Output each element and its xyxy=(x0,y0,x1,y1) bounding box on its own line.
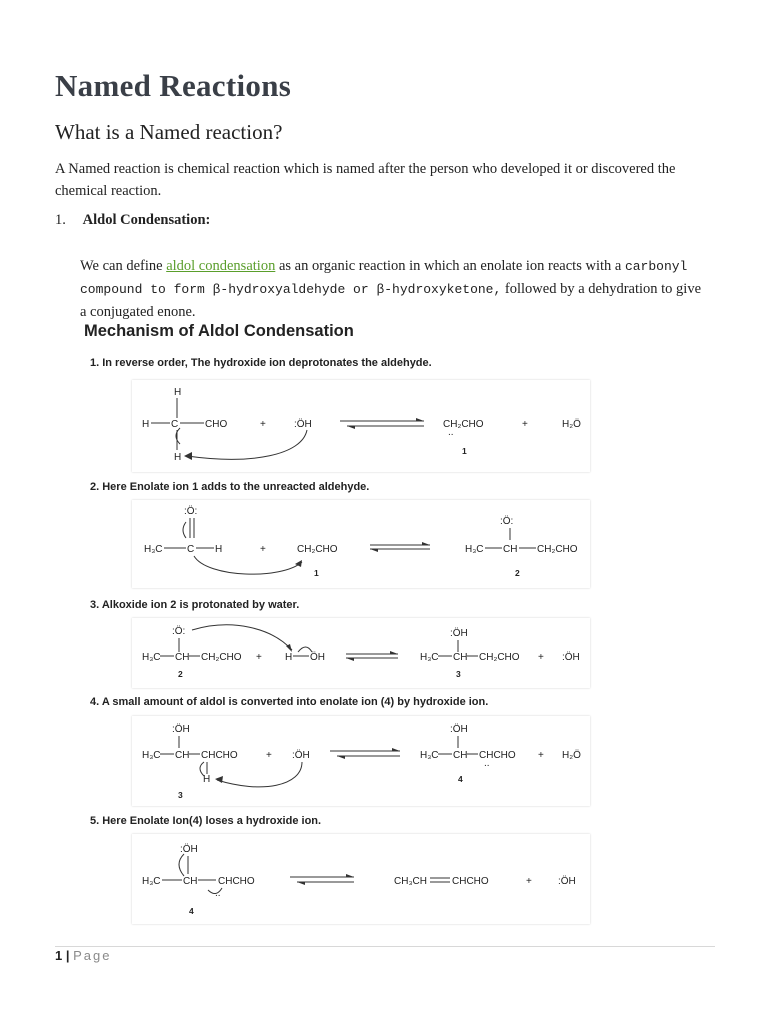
svg-text::ÖH: :ÖH xyxy=(558,876,576,887)
svg-text:CH₂CHO: CH₂CHO xyxy=(443,419,484,430)
svg-text:+: + xyxy=(538,652,544,663)
svg-text:CH: CH xyxy=(175,750,190,761)
section-heading: What is a Named reaction? xyxy=(55,120,283,144)
svg-text::ÖH: :ÖH xyxy=(450,724,468,735)
svg-text:CH₂CHO: CH₂CHO xyxy=(201,652,242,663)
svg-text::Ö:: :Ö: xyxy=(184,506,198,517)
step-2-caption: 2. Here Enolate ion 1 adds to the unreacted aldehyde. xyxy=(90,481,370,493)
page-title: Named Reactions xyxy=(55,68,292,103)
svg-text:+: + xyxy=(538,750,544,761)
svg-text:2: 2 xyxy=(178,669,183,679)
svg-text:+: + xyxy=(260,544,266,555)
svg-text:3: 3 xyxy=(178,790,183,800)
aldol-condensation-link[interactable]: aldol condensation xyxy=(166,258,276,274)
svg-text::ÖH: :ÖH xyxy=(180,844,198,855)
step-1-diagram xyxy=(132,380,590,472)
svg-text:4: 4 xyxy=(189,906,194,916)
definition-text-1: We can define xyxy=(80,258,167,274)
svg-text:H: H xyxy=(174,387,182,398)
step-1-caption: 1. In reverse order, The hydroxide ion deprotonates the aldehyde. xyxy=(90,357,432,369)
svg-text:CH₂CHO: CH₂CHO xyxy=(479,652,520,663)
svg-text:H₂Ö: H₂Ö xyxy=(562,419,581,430)
svg-text:2: 2 xyxy=(515,568,520,578)
svg-text:H₃C: H₃C xyxy=(142,876,161,887)
svg-text:H₂Ö: H₂Ö xyxy=(562,750,581,761)
svg-text:H: H xyxy=(142,419,150,430)
svg-text:+: + xyxy=(266,750,272,761)
list-item-aldol xyxy=(55,212,210,229)
svg-text::ÖH: :ÖH xyxy=(562,652,580,663)
svg-text:H₃C: H₃C xyxy=(142,750,161,761)
svg-text:..: .. xyxy=(215,888,221,899)
svg-text:1: 1 xyxy=(314,568,319,578)
list-label: Aldol Condensation: xyxy=(82,212,211,228)
svg-text:H₃C: H₃C xyxy=(144,544,163,555)
svg-text:C: C xyxy=(187,544,195,555)
svg-text:CHCHO: CHCHO xyxy=(201,750,238,761)
page-number: 1 xyxy=(55,948,63,963)
svg-text:H: H xyxy=(174,452,182,463)
intro-paragraph: A Named reaction is chemical reaction which is named after the person who developed it or discovered the chemical reaction. xyxy=(55,161,676,199)
svg-text:H₃C: H₃C xyxy=(142,652,161,663)
step-2-diagram xyxy=(132,500,590,588)
definition-mono-text: carbonyl compound to form β-hydroxyaldehyde or β-hydroxyketone, xyxy=(80,259,688,297)
svg-text:CH₂CHO: CH₂CHO xyxy=(297,544,338,555)
svg-text:..: .. xyxy=(484,758,490,769)
svg-text::ÖH: :ÖH xyxy=(450,628,468,639)
svg-text:CH₂CHO: CH₂CHO xyxy=(537,544,578,555)
svg-text:4: 4 xyxy=(458,774,463,784)
svg-text::Ö:: :Ö: xyxy=(500,516,514,527)
step-4-diagram xyxy=(132,716,590,806)
svg-text:CH: CH xyxy=(453,652,468,663)
svg-text:CH: CH xyxy=(175,652,190,663)
svg-text:H: H xyxy=(215,544,223,555)
page-footer xyxy=(55,948,111,963)
footer-divider xyxy=(55,946,715,947)
definition-paragraph xyxy=(80,255,710,323)
step-3-diagram xyxy=(132,618,590,688)
svg-text:+: + xyxy=(526,876,532,887)
step-5-caption: 5. Here Enolate Ion(4) loses a hydroxide ion. xyxy=(90,815,322,827)
svg-text:+: + xyxy=(256,652,262,663)
page-word: Page xyxy=(73,948,112,963)
svg-text:CHO: CHO xyxy=(205,419,228,430)
svg-text:CHCHO: CHCHO xyxy=(452,876,489,887)
svg-text::ÖH: :ÖH xyxy=(292,750,310,761)
svg-text::Ö:: :Ö: xyxy=(172,626,186,637)
definition-text-2: as an organic reaction in which an enolate ion reacts with a xyxy=(275,258,625,274)
svg-text:H₃C: H₃C xyxy=(420,652,439,663)
svg-text:CHCHO: CHCHO xyxy=(218,876,255,887)
definition-text-3: followed by a dehydration to give a conjugated enone. xyxy=(80,281,702,320)
svg-text:1: 1 xyxy=(462,446,467,456)
svg-text:CHCHO: CHCHO xyxy=(479,750,516,761)
svg-text:H: H xyxy=(285,652,293,663)
svg-text:CH: CH xyxy=(503,544,518,555)
step-5-diagram xyxy=(132,834,590,924)
svg-text:ÖH: ÖH xyxy=(310,652,325,663)
svg-text:+: + xyxy=(522,419,528,430)
mechanism-title: Mechanism of Aldol Condensation xyxy=(84,322,354,340)
svg-text:H₃C: H₃C xyxy=(420,750,439,761)
svg-text:C: C xyxy=(171,419,179,430)
page-separator: | xyxy=(62,948,74,963)
step-3-caption: 3. Alkoxide ion 2 is protonated by water. xyxy=(90,599,300,611)
svg-text::ÖH: :ÖH xyxy=(294,419,312,430)
svg-text::ÖH: :ÖH xyxy=(172,724,190,735)
svg-text:CH: CH xyxy=(183,876,198,887)
svg-text:..: .. xyxy=(448,427,454,438)
svg-text:H: H xyxy=(203,774,211,785)
step-4-caption: 4. A small amount of aldol is converted into enolate ion (4) by hydroxide ion. xyxy=(90,696,489,708)
list-number: 1. xyxy=(55,212,66,228)
svg-text:+: + xyxy=(260,419,266,430)
svg-text:CH: CH xyxy=(453,750,468,761)
svg-text:3: 3 xyxy=(456,669,461,679)
svg-text:H₃C: H₃C xyxy=(465,544,484,555)
svg-text:CH₃CH: CH₃CH xyxy=(394,876,427,887)
